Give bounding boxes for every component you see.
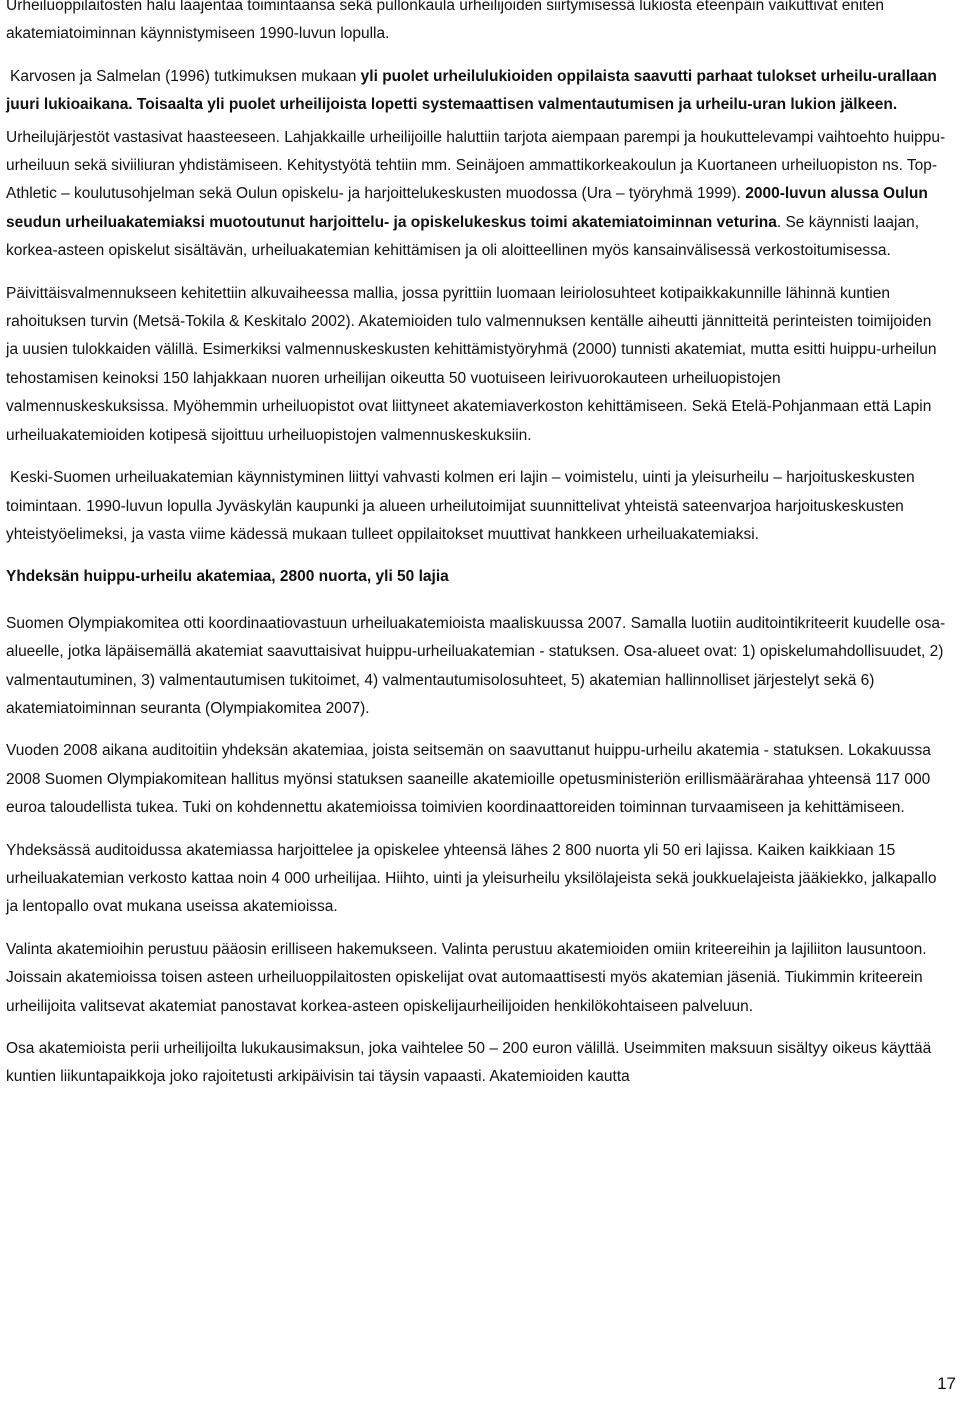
paragraph-text: Päivittäisvalmennukseen kehitettiin alkuvaiheessa mallia, jossa pyrittiin luomaan leiriolosuhteet kotipaikkakunnille lähinnä kuntien rahoituksen turvin (Metsä-Tokila & Keskitalo 2002). Akatemioiden tulo valmennuksen kentälle aiheutti jännitteitä perinteisten toimijoiden ja uusien tulokkaiden välillä. Esimerkiksi valmennuskeskusten kehittämistyöryhmä (2000) tunnisti akatemiat, mutta esitti huippu-urheilun tehostamisen keinoksi 150 lahjakkaan nuoren urheilijan oikeutta 50 vuotuiseen leirivuorokauteen urheiluopistojen valmennuskeskuksissa. Myöhemmin urheiluopistot ovat liittyneet akatemiaverkoston kehittämiseen. Sekä Etelä-Pohjanmaan että Lapin urheiluakatemioiden kotipesä sijoittuu urheiluopistojen valmennuskeskuksiin. [6, 284, 937, 444]
paragraph-athlete-numbers [6, 837, 946, 922]
paragraph-audit-2008 [6, 737, 946, 822]
paragraph-karvonen-salmela [6, 63, 946, 120]
paragraph-daily-coaching [6, 280, 946, 450]
bold-emphasis: 2000-luvun alussa Oulun seudun urheiluakatemiaksi muotoutunut harjoittelu- ja opiskelukeskus toimi akatemiatoiminnan veturina [6, 185, 928, 231]
paragraph-text: Osa akatemioista perii urheilijoilta lukukausimaksun, joka vaihtelee 50 – 200 euron välillä. Useimmiten maksuun sisältyy oikeus käyttää kuntien liikuntapaikkoja joko rajoitetusti arkipäivisin tai täysin vapaasti. Akatemioiden kautta [6, 1040, 932, 1086]
page-number: 17 [937, 1374, 956, 1393]
paragraph-intro [6, 0, 946, 49]
paragraph-text: Valinta akatemioihin perustuu pääosin erilliseen hakemukseen. Valinta perustuu akatemioiden omiin kriteereihin ja lajiliiton lausuntoon. Joissain akatemioissa toisen asteen urheiluoppilaitosten opiskelijat ovat automaattisesti myös akatemian jäseniä. Tiukimmin kriteerein urheilijoita valitsevat akatemiat panostavat korkea-asteen opiskelijaurheilijoiden henkilökohtaiseen palveluun. [6, 940, 927, 1015]
paragraph-selection [6, 936, 946, 1021]
paragraph-central-finland [6, 464, 946, 549]
paragraph-sports-organizations [6, 124, 946, 266]
paragraph-text: Urheiluoppilaitosten halu laajentaa toimintaansa sekä pullonkaula urheilijoiden siirtymisessä lukiosta eteenpäin vaikuttivat eniten akatemiatoiminnan käynnistymiseen 1990-luvun lopulla. [6, 0, 884, 43]
paragraph-text: Yhdeksässä auditoidussa akatemiassa harjoittelee ja opiskelee yhteensä lähes 2 800 nuorta yli 50 eri lajissa. Kaiken kaikkiaan 15 urheiluakatemian verkosto kattaa noin 4 000 urheilijaa. Hiihto, uinti ja yleisurheilu yksilölajeista sekä joukkuelajeista jääkiekko, jalkapallo ja lentopallo ovat mukana useissa akatemioissa. [6, 841, 937, 916]
paragraph-text: . Se käynnisti laajan, korkea-asteen opiskelut sisältävän, urheiluakatemian kehittämisen ja oli aloitteellinen myös kansainvälisessä verkostoitumisessa. [6, 213, 920, 260]
paragraph-text: Keski-Suomen urheiluakatemian käynnistyminen liittyi vahvasti kolmen eri lajin – voimistelu, uinti ja yleisurheilu – harjoituskeskusten toimintaan. 1990-luvun lopulla Jyväskylän kaupunki ja alueen urheilutoimijat suunnittelivat yhteistä sateenvarjoa harjoituskeskusten yhteistyöelimeksi, ja vasta viime kädessä mukaan tulleet oppilaitokset muuttivat hankkeen urheiluakatemiaksi. [6, 469, 915, 543]
bold-emphasis: yli puolet urheilulukioiden oppilaista saavutti parhaat tulokset urheilu-urallaan juuri lukioaikana. Toisaalta yli puolet urheilijoista lopetti systemaattisen valmentautumisen ja urheilu-uran lukion jälkeen. [6, 67, 937, 114]
paragraph-text: Vuoden 2008 aikana auditoitiin yhdeksän akatemiaa, joista seitsemän on saavuttanut huippu-urheilu akatemia - statuksen. Lokakuussa 2008 Suomen Olympiakomitean hallitus myönsi statuksen saaneille akatemioille opetusministeriön erillismäärärahaa yhteensä 117 000 euroa taloudellista tukea. Tuki on kohdennettu akatemioissa toimivien koordinaattoreiden toiminnan turvaamiseen ja kehittämiseen. [6, 742, 931, 817]
paragraph-text: Urheilujärjestöt vastasivat haasteeseen. Lahjakkaille urheilijoille haluttiin tarjota aiempaan parempi ja houkuttelevampi vaihtoehto huippu-urheiluun sekä siviiliuran yhdistämiseen. Kehitystyötä tehtiin mm. Seinäjoen ammattikorkeakoulun ja Kuortaneen urheiluopiston ns. Top-Athletic – koulutusohjelman sekä Oulun opiskelu- ja harjoittelukeskusten muodossa (Ura – työryhmä 1999). [6, 128, 946, 203]
paragraph-olympic-committee [6, 610, 946, 724]
section-heading: Yhdeksän huippu-urheilu akatemiaa, 2800 nuorta, yli 50 lajia [6, 568, 449, 586]
paragraph-fees [6, 1035, 946, 1092]
paragraph-text: Suomen Olympiakomitea otti koordinaatiovastuun urheiluakatemioista maaliskuussa 2007. Samalla luotiin auditointikriteerit kuudelle osa-alueelle, jotka läpäisemällä akatemiat saavuttaisivat huippu-urheiluakatemian - statuksen. Osa-alueet ovat: 1) opiskelumahdollisuudet, 2) valmentautuminen, 3) valmentautumisen tukitoimet, 4) valmentautumisolosuhteet, 5) akatemian hallinnolliset järjestelyt sekä 6) akatemiatoiminnan seuranta (Olympiakomitea 2007). [6, 614, 946, 717]
paragraph-text: Karvosen ja Salmelan (1996) tutkimuksen mukaan [10, 67, 361, 85]
